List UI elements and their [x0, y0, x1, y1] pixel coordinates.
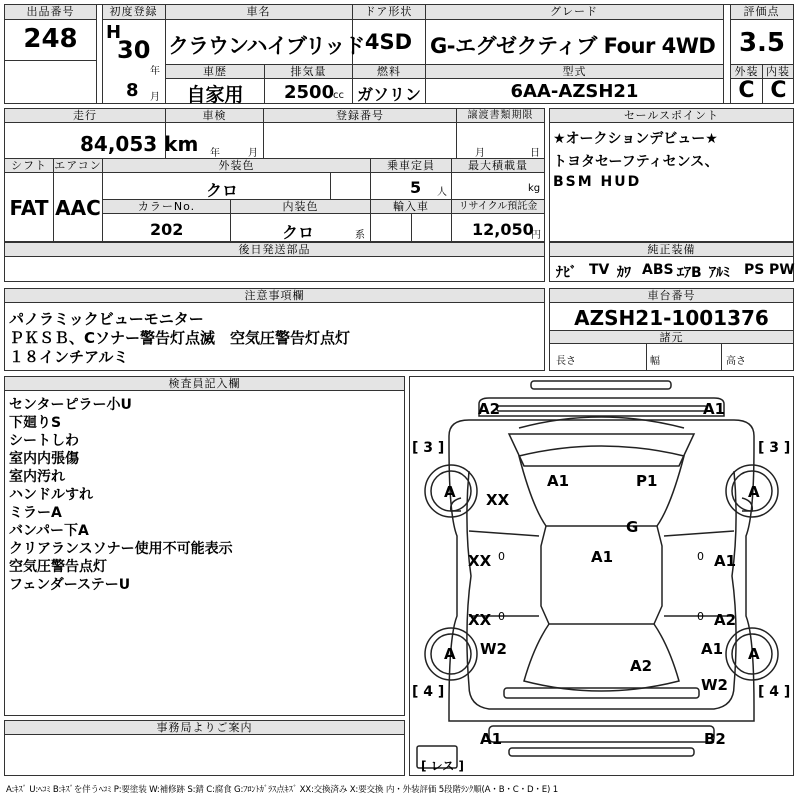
label-later-parts: 後日発送部品	[5, 243, 544, 257]
equip-item: ｱﾙﾐ	[709, 265, 730, 281]
spare-label: [ レス ]	[421, 759, 464, 773]
capacity-unit: 人	[437, 187, 447, 198]
damage-mark-wheel: A	[748, 645, 760, 663]
tire-label-front-left: [ 3 ]	[412, 440, 445, 456]
damage-mark: B2	[704, 730, 726, 748]
header-label-model: 型式	[426, 65, 723, 79]
header-label-fuel: 燃料	[353, 65, 425, 79]
label-inspection: 車検	[166, 109, 263, 123]
equip-item: PW	[769, 262, 795, 278]
fuel-value: ガソリン	[356, 85, 421, 104]
header-label-history: 車歴	[166, 65, 264, 79]
damage-mark: W2	[701, 676, 728, 694]
recycle-unit: 円	[531, 230, 541, 241]
ext-grade: C	[738, 78, 755, 103]
year-value: 30	[117, 36, 151, 64]
label-office: 事務局よりご案内	[5, 721, 404, 735]
max-load-unit: kg	[528, 183, 541, 194]
damage-mark-small: 0	[697, 610, 704, 623]
length-label: 長さ	[556, 356, 576, 367]
header-label-car-name: 車名	[165, 5, 352, 20]
damage-mark: A1	[714, 552, 737, 570]
notes-line-3: １８インチアルミ	[9, 348, 129, 366]
month-value: 8	[126, 80, 139, 101]
shift-value: FAT	[9, 196, 49, 220]
legend-text: A:ｷｽﾞ U:ﾍｺﾐ B:ｷｽﾞを伴うﾍｺﾐ P:要塗装 W:補修跡 S:錆 C:腐食 G:ﾌﾛﾝﾄｶﾞﾗｽ点ｷｽﾞ XX:交換済み X:要交換 内・外装評価 5段階ﾗﾝｸ順(A・B・C・D・E) 1	[6, 785, 558, 795]
label-color-no: カラーNo.	[103, 200, 230, 214]
label-transfer: 譲渡書類期限	[457, 109, 544, 123]
ac-value: AAC	[55, 196, 101, 220]
damage-mark: A2	[714, 611, 737, 629]
header-label-int: 内装	[763, 65, 793, 79]
label-import: 輸入車	[371, 200, 451, 214]
inspection-month-unit: 月	[248, 148, 258, 159]
sales-line-3: BSM HUD	[553, 174, 642, 190]
score-value: 3.5	[738, 28, 786, 58]
label-int-color: 内装色	[231, 200, 370, 214]
door-type: 4SD	[364, 30, 413, 54]
era-label: H	[106, 22, 122, 43]
tire-label-rear-right: [ 4 ]	[758, 684, 791, 700]
damage-mark: A1	[591, 548, 614, 566]
inspector-line: 下廻りS	[9, 415, 62, 431]
header-label-first-reg: 初度登録	[102, 5, 165, 20]
displacement-value: 2500	[284, 82, 335, 103]
year-unit: 年	[150, 66, 160, 77]
inspection-year-unit: 年	[210, 148, 220, 159]
equip-item: ｴｱB	[677, 265, 702, 281]
header-label-score: 評価点	[730, 5, 793, 20]
inspector-line: センターピラー小U	[9, 397, 132, 413]
damage-mark: A2	[630, 657, 653, 675]
int-color-unit: 系	[355, 230, 365, 241]
transfer-day-unit: 日	[530, 148, 540, 159]
height-label: 高さ	[726, 356, 746, 367]
header-label-grade: グレード	[425, 5, 723, 20]
capacity-value: 5	[410, 178, 422, 197]
equip-item: ABS	[642, 262, 674, 278]
damage-mark-wheel: A	[748, 483, 760, 501]
inspector-line: ハンドルすれ	[9, 487, 93, 503]
label-mileage: 走行	[5, 109, 165, 123]
label-recycle: リサイクル預託金	[452, 200, 544, 214]
ext-color-value: クロ	[206, 181, 239, 200]
car-name: クラウンハイブリッド	[168, 34, 365, 58]
int-color-value: クロ	[282, 223, 315, 242]
lot-number: 248	[23, 24, 78, 54]
color-no-value: 202	[150, 220, 184, 239]
damage-mark: A1	[703, 400, 726, 418]
tire-label-front-right: [ 3 ]	[758, 440, 791, 456]
inspector-line: ミラーA	[9, 505, 62, 521]
tire-label-rear-left: [ 4 ]	[412, 684, 445, 700]
label-sales-points: セールスポイント	[550, 109, 793, 123]
inspector-line: シートしわ	[9, 433, 79, 449]
grade-value: G-エグゼクティブ Four 4WD	[430, 34, 716, 58]
chassis-number: AZSH21-1001376	[574, 306, 769, 330]
header-label-displacement: 排気量	[265, 65, 352, 79]
specs-section	[4, 108, 545, 242]
displacement-unit: cc	[333, 90, 344, 101]
header-label-door: ドア形状	[352, 5, 425, 20]
label-max-load: 最大積載量	[452, 159, 544, 173]
damage-mark: XX	[468, 552, 492, 570]
damage-mark: XX	[468, 611, 492, 629]
model-code: 6AA-AZSH21	[510, 81, 639, 102]
inspector-line: 室内内張傷	[9, 451, 79, 467]
notes-line-2: ＰＫＳＢ、Cソナー警告灯点滅 空気圧警告灯点灯	[9, 329, 351, 347]
label-notes: 注意事項欄	[5, 289, 544, 303]
width-label: 幅	[650, 356, 660, 367]
sales-line-2: トヨタセーフティセンス、	[553, 154, 719, 170]
label-ext-color: 外装色	[103, 159, 370, 173]
int-grade: C	[770, 78, 787, 103]
inspector-line: フェンダーステーU	[9, 577, 131, 593]
damage-mark: XX	[486, 491, 510, 509]
inspector-line: バンパー下A	[9, 523, 89, 539]
damage-mark: W2	[480, 640, 507, 658]
damage-mark: A1	[547, 472, 570, 490]
header-label-lot: 出品番号	[5, 5, 96, 20]
damage-mark-small: 0	[498, 550, 505, 563]
inspector-line: 室内汚れ	[9, 469, 65, 485]
damage-mark-small: 0	[697, 550, 704, 563]
history-value: 自家用	[186, 84, 244, 106]
label-ac: エアコン	[54, 159, 102, 172]
inspector-line: 空気圧警告点灯	[9, 559, 107, 575]
inspector-line: クリアランスソナー使用不可能表示	[9, 541, 233, 557]
equip-item: ﾅﾋﾞ	[556, 265, 577, 281]
label-equipment: 純正装備	[550, 243, 793, 257]
equip-item: ｶﾜ	[617, 265, 631, 281]
label-capacity: 乗車定員	[371, 159, 451, 173]
equip-item: PS	[744, 262, 765, 278]
damage-mark: G	[626, 518, 639, 536]
label-chassis: 車台番号	[550, 289, 793, 303]
transfer-month-unit: 月	[475, 148, 485, 159]
label-dims: 諸元	[550, 330, 793, 344]
damage-mark-wheel: A	[444, 645, 456, 663]
notes-line-1: パノラミックビューモニター	[9, 310, 204, 328]
equip-item: TV	[589, 262, 610, 278]
label-inspector: 検査員記入欄	[5, 377, 404, 391]
damage-mark: P1	[636, 472, 658, 490]
label-plate: 登録番号	[264, 109, 456, 123]
car-outline-diagram	[409, 376, 794, 776]
header-label-ext: 外装	[731, 65, 762, 79]
damage-mark: A2	[478, 400, 501, 418]
damage-mark: A1	[480, 730, 503, 748]
month-unit: 月	[150, 92, 160, 103]
damage-mark-wheel: A	[444, 483, 456, 501]
damage-mark: A1	[701, 640, 724, 658]
label-shift: シフト	[5, 159, 53, 173]
damage-mark-small: 0	[498, 610, 505, 623]
sales-line-1: ★オークションデビュー★	[553, 131, 718, 147]
recycle-value: 12,050	[472, 220, 534, 239]
mileage-value: 84,053 km	[80, 132, 199, 156]
